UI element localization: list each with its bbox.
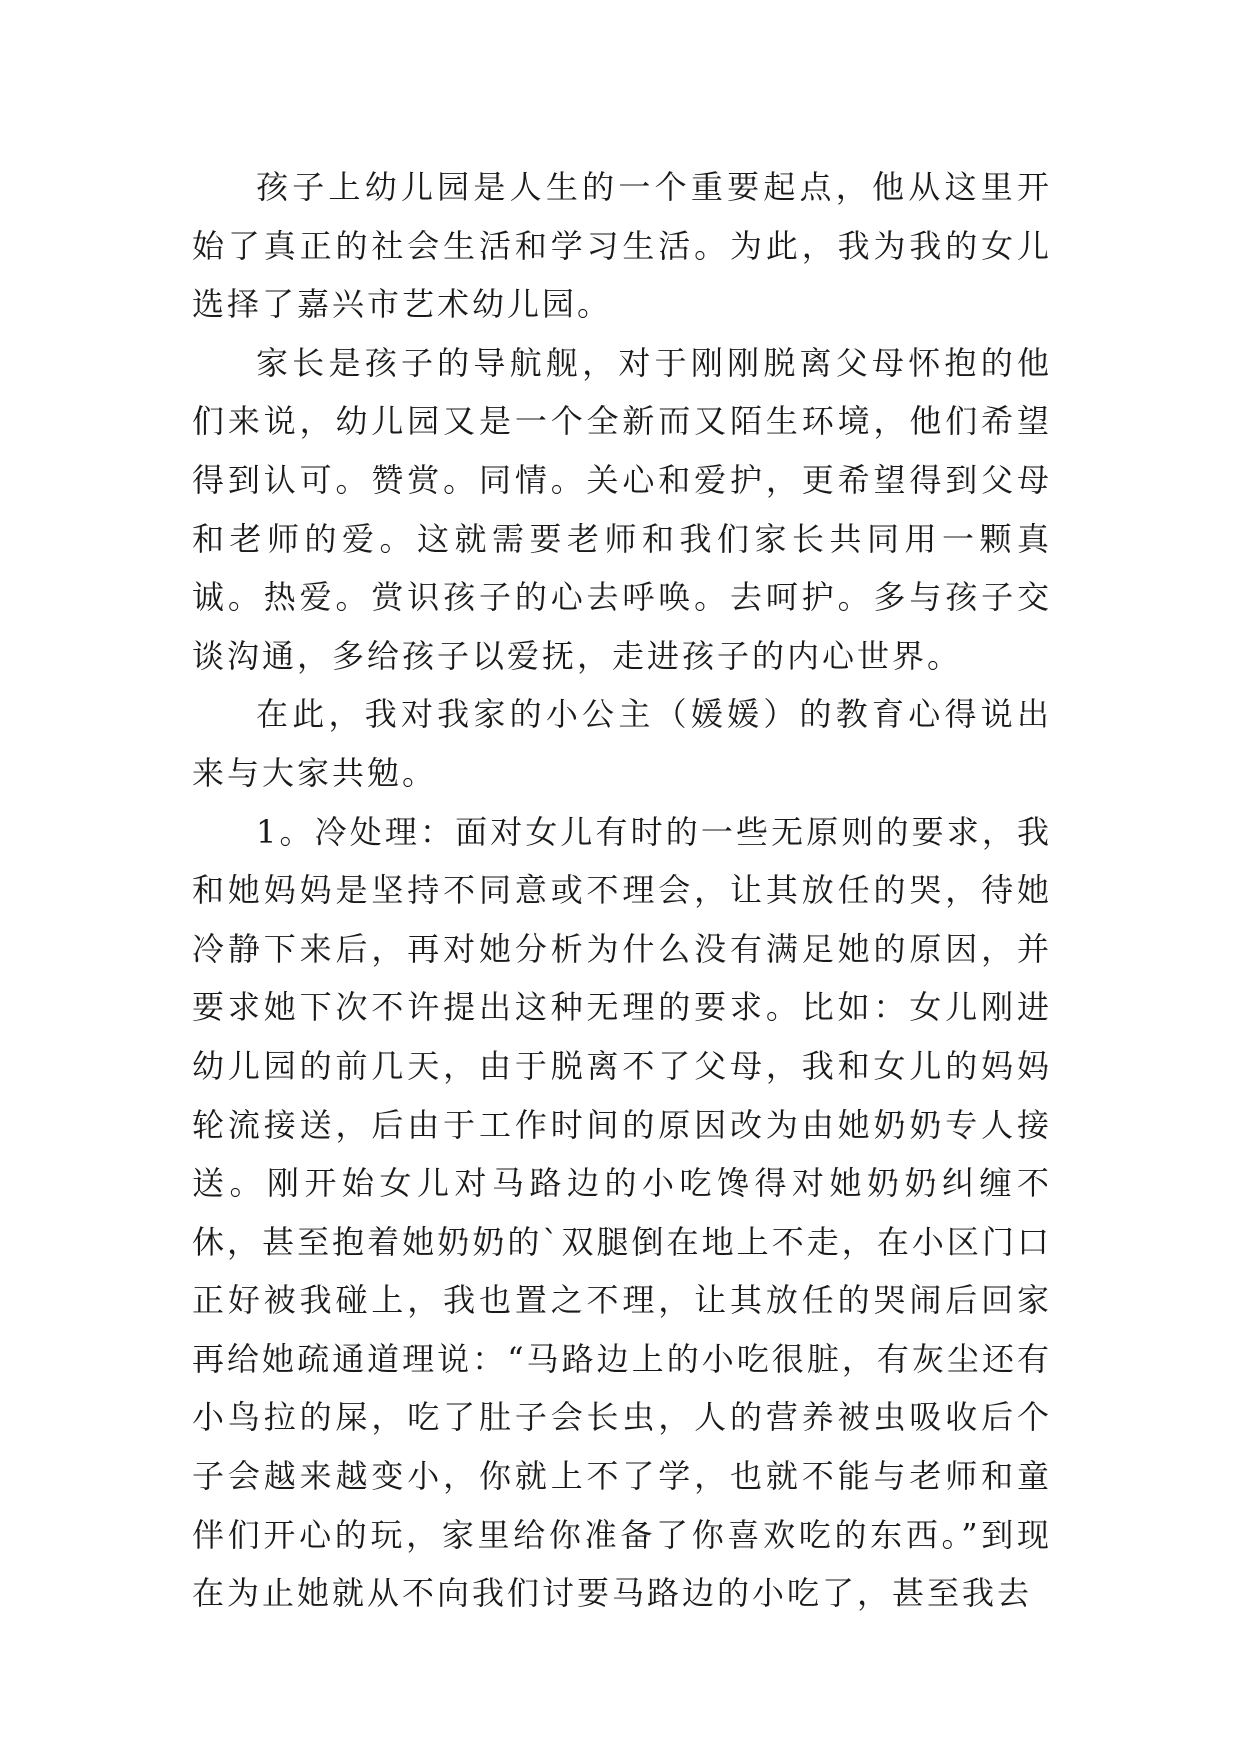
paragraph-intro: 孩子上幼儿园是人生的一个重要起点，他从这里开始了真正的社会生活和学习生活。为此，我为我的女儿选择了嘉兴市艺术幼儿园。 — [192, 168, 1052, 324]
paragraph-sharing: 在此，我对我家的小公主（媛媛）的教育心得说出来与大家共勉。 — [192, 695, 1052, 792]
paragraph-cold-treatment: 1。冷处理：面对女儿有时的一些无原则的要求，我和她妈妈是坚持不同意或不理会，让其放任的哭，待她冷静下来后，再对她分析为什么没有满足她的原因，并要求她下次不许提出这种无理的要求。比如：女儿刚进幼儿园的前几天，由于脱离不了父母，我和女儿的妈妈轮流接送，后由于工作时间的原因改为由她奶奶专人接送。刚开始女儿对马路边的小吃馋得对她奶奶纠缠不休，甚至抱着她奶奶的`双腿倒在地上不走，在小区门口正好被我碰上，我也置之不理，让其放任的哭闹后回家再给她疏通道理说：“马路边上的小吃很脏，有灰尘还有小鸟拉的屎，吃了肚子会长虫，人的营养被虫吸收后个子会越来越变小，你就上不了学，也就不能与老师和童伴们开心的玩，家里给你准备了你喜欢吃的东西。”到现在为止她就从不向我们讨要马路边的小吃了，甚至我去 — [192, 812, 1052, 1613]
document-body — [192, 158, 1052, 1623]
paragraph-parent-role: 家长是孩子的导航舰，对于刚刚脱离父母怀抱的他们来说，幼儿园又是一个全新而又陌生环境，他们希望得到认可。赞赏。同情。关心和爱护，更希望得到父母和老师的爱。这就需要老师和我们家长共同用一颗真诚。热爱。赏识孩子的心去呼唤。去呵护。多与孩子交谈沟通，多给孩子以爱抚，走进孩子的内心世界。 — [192, 343, 1052, 675]
